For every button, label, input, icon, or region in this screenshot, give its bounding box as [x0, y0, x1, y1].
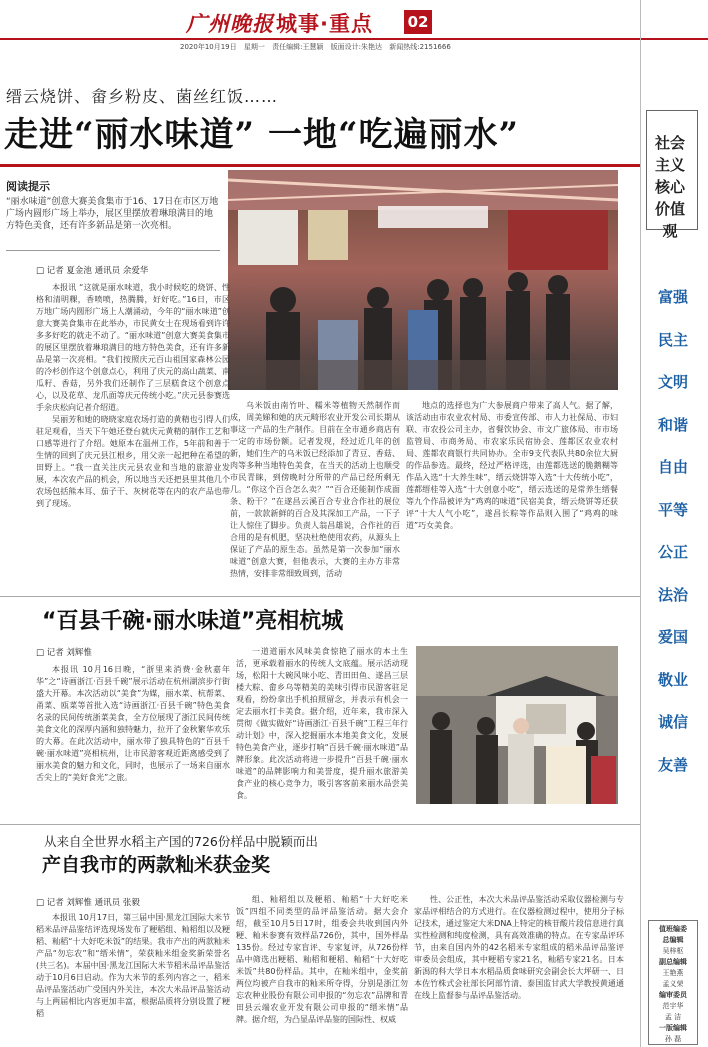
core-value-item: 爱国 [657, 628, 688, 646]
staff-box [648, 920, 698, 1045]
staff-role: 编审委员 [659, 991, 687, 999]
story1-kicker: 缙云烧饼、畲乡粉皮、菌丝红饭…… [6, 87, 279, 106]
story3-paragraph: 组、籼稻组以及粳稻、籼稻“十大好吃米饭”四组不同类型的品评品鉴活动。据大会介绍，截至10月5日17时，组委会共收到国内外粳、籼米参赛有效样品726份，其中，国外样品135份。经过专家盲评、专家复评，从726份样品中筛选出粳稻、籼稻和粳稻、籼稻“十大好吃米饭”共80份样品。其中，在籼米组中，金奖前两位均被产自我市的籼米所夺得，分别是浙江勿忘农种业股份有限公司申报的“勿忘农”品牌和青田县云端农业开发有限公司申报的“缙米情”品牌。据介绍，为凸显品评品鉴的国际性、权威 [236, 895, 408, 1024]
section-title: 城事·重点 [276, 12, 373, 36]
story1-intro: “丽水味道”创意大赛美食集市于16、17日在市区万地广场内圆形广场上举办，展区里摆放着琳琅满目的地方特色美食，还有许多新品是第一次亮相。 [6, 197, 219, 231]
core-value-item: 富强 [657, 288, 688, 306]
story2-column-1 [36, 664, 230, 820]
staff-role: 值班编委 [659, 925, 687, 933]
core-value-item: 诚信 [657, 713, 688, 731]
story1-paragraph: 本报讯 “这就是丽水味道，我小时候吃的烧饼、性格和清明粿，香喷喷，热腾腾，好好吃。”16日，市区万地广场内圆形广场上人潮涌动，今年的“丽水味道”创意大赛美食集市在此举办，市民黄女士在现场看到许许多多好吃的就走不动了。“丽水味道”创意大赛美食集市的展区里摆放着琳琅满目的地方特色美食，还有许多新品是第一次亮相。“我们按照庆元百山祖国家森林公园的冷杉创作这个创意点心，利用了庆元的高山蔬菜、南瓜籽、香菇，另外我们还制作了三层糕食这个创意点心，以及花草、龙爪面等庆元传统小吃。”庆元县参赛选手余庆松向记者介绍道。 [36, 283, 230, 412]
staff-name: 范宇华 [662, 1002, 684, 1010]
header-rule [0, 38, 708, 40]
core-value-item: 民主 [657, 330, 688, 349]
core-value-item: 公正 [657, 543, 688, 561]
story2-headline: “百县千碗·丽水味道”亮相杭城 [42, 609, 344, 634]
food-fair-photo [228, 170, 618, 390]
story2-rule [0, 596, 640, 597]
core-value-item: 和谐 [657, 415, 688, 434]
story1-byline: □ 记者 夏金池 通讯员 余爱华 [36, 266, 149, 276]
story1-rule [0, 164, 640, 167]
staff-name: 王艳燕 [662, 969, 684, 977]
story3-paragraph: 性、公正性，本次大米品评品鉴活动采取仪器检测与专家品评相结合的方式进行。在仪器检测过程中，使用分子标记技术，通过鉴定大米DNA上特定的核苷酸片段信息进行真实性检测和纯度检测，具有高效准确的特点。在专家品评环节，由来自国内外的42名稻米专家组成的稻米品评品鉴评审委员会组成，其中粳稻专家21名，籼稻专家21名。日本新潟的科大学日本水稻品质食味研究会副会长大坪研一、日本佐竹株式会社部长阿部竹清、泰国监甘武大学教授黄通通在线上监督参与品评品鉴活动。 [414, 895, 624, 1000]
core-value-item: 自由 [657, 458, 688, 476]
staff-name: 孙 磊 [664, 1035, 682, 1043]
masthead [0, 0, 708, 50]
story3-headline: 产自我市的两款籼米获金奖 [42, 854, 271, 876]
page-number-badge: 02 [404, 10, 432, 34]
hangzhou-exhibit-photo [416, 646, 618, 804]
story1-paragraph: 吴丽芳和她的晓晓家庭农场打造的黄精也引得人们驻足观看，当天下午她还登台就庆元黄精的制作工艺和口感等进行了介绍。她原本在温州工作，5年前和善于生情的回到了庆元县江根乡，用父亲一起把种在希望的田野上。“我一直关注庆元县农业和当地的旅游业发展，本次农产品的机会，所以地当天还把县里其他几个农场包括熊本耳、茄子干、灰树花等在内的农产品也带到了现场。 [36, 415, 230, 508]
story1-intro-rule [6, 250, 220, 251]
story1-column-1 [36, 282, 230, 592]
story3-paragraph: 本报讯 10月17日，第三届中国·黑龙江国际大米节稻米品评品鉴结评选现场发布了粳稻组、籼稻组以及粳稻、籼稻“十大好吃米饭”的结果。我市产出的两款籼米产品“勿忘农”和“缙米情”，荣获籼米组金奖新荣誉名(共三名)。本届中国·黑龙江国际大米节稻米品评品鉴活动于10月6日启动。作为大米节的系列内容之一，稻米品评品鉴活动广受国内外关注，本次大米品评品鉴活动与上两届相比内容更加丰富，根据品质将分别设置了粳稻 [36, 913, 230, 1018]
story1-paragraph: 地点的选择也为广大参展商户带来了高人气。据了解，该活动由市农业农村局、市委宣传部、市人力社保局、市妇联、市农投公司主办，省餐饮协会、市文广旅体局、市市场监管局、市商务局、市农家乐民宿协会、莲都区农业农村局、莲都农商银行共同协办。全市9支代表队共80余位大厨的作品参选。最终，经过严格评选，由莲都选送的脆鹅糊等作品入选“十大养生味”，缙云烧饼等入选“十大传统小吃”，莲都缙桂等入选“十大创意小吃”，缙云选送的是常养生缙餐等九个作品被评为“鸡鸡的味道”民宿美食，缙云烧饼等还获评“十大人气小吃”，遂昌长粽等作品则入围了“鸡鸡的味道”巧女美食。 [406, 401, 618, 530]
staff-role: 总编辑 [662, 936, 684, 944]
staff-role: 副总编辑 [659, 958, 687, 966]
story2-paragraph: 一道道丽水风味美食惊艳了丽水的本土生活，更承载着丽水的传统人文底蕴。展示活动现场，松阳十大碗风味小吃、青田田鱼、遂昌三层楼大粽、畲乡乌等精美的美味引得市民游客驻足观看，纷纷拿出手机拍照留念，并表示有机会一定去丽水打卡美食。据介绍，近年来，我市深入贯彻《做实做好“诗画浙江·百县千碗”工程三年行动计划》中，深入挖掘丽水本地美食文化，发展特色美食产业，逐步打响“百县千碗·丽水味道”品牌形象。此次活动将进一步提升“百县千碗·丽水味道”的品牌影响力和美誉度，提升丽水旅游美食产业的核心竞争力，吸引客客前来丽水品尝美食。 [236, 647, 408, 800]
sidebar-motto: 社会主义核心价值观 [654, 134, 685, 240]
core-value-item: 敬业 [657, 670, 688, 689]
story3-column-2 [236, 894, 408, 1044]
story2-paragraph: 本报讯 10月16日晚，“浙里来消费·金秋嘉年华”之“诗画浙江·百县千碗”展示活动在杭州湖滨步行街盛大开幕。本次活动以“美食”为媒，丽水菜、杭帮菜、甬菜、瓯菜等首批入选“诗画浙江·百县千碗”特色美食名录的民间传统浙菜美食，全方位展现了浙江民间传统美食文化的深厚内涵和独特魅力，拉开了金秋繁华欢乐的大幕。在此次活动中，丽水带了独具特色的“百县千碗·丽水味道”亮相杭州，让市民游客观近距离感受到了丽水美食的魅力和文化，同时，也展示了一场来自丽水舌尖上的“美好食光”之旅。 [36, 665, 230, 782]
story1-headline: 走进“丽水味道” 一地“吃遍丽水” [4, 115, 520, 155]
core-value-item: 友善 [657, 755, 688, 774]
story3-rule [0, 824, 640, 825]
newspaper-logo: 广州晚报 [186, 11, 274, 36]
staff-role: 一版编辑 [659, 1024, 687, 1032]
header-meta: 2020年10月19日 星期一 责任编辑:王慧颖 版面设计:朱艳达 新闻热线:2151666 [180, 43, 451, 51]
story1-column-3 [406, 400, 618, 590]
staff-name: 孟义荣 [662, 980, 684, 988]
story1-intro-label: 阅读提示 [6, 180, 50, 193]
core-value-item: 平等 [657, 500, 688, 519]
story1-column-2 [230, 400, 400, 590]
story3-column-3 [414, 894, 624, 1044]
story1-paragraph: 乌米饭由南竹叶、糯米等植物天然制作而成，周美娣和她的庆元畸形农业开发公司长期从事这一产品的生产制作。目前在全市通乡商店有一定的市场份额。记者发现，经过近几年的创新，她们生产的乌米饭已经添加了青豆、香菇、肉等多种当地特色美食，在当天的活动上也顺受市民青睐，到傍晚时分所带的产品已经所剩无几。“你这个百合怎么卖？”“百合还能制作成面条、粉干？”在遂昌云溪百合专业合作社的展位前，一款款新鲜的百合及其深加工产品，一下子让人惊住了脚步。负责人翁昌雄说，合作社的百合用的是有机肥，坚决杜绝使用农药，从源头上保证了产品的原生态。虽然是第一次参加“丽水味道”创意大赛，但他表示，大赛的主办方非常热情，安排非常细致周到，活动 [230, 401, 400, 578]
story3-column-1 [36, 912, 230, 1044]
story3-byline: □ 记者 刘辉惟 通讯员 张毅 [36, 898, 140, 908]
staff-name: 吴梓枢 [662, 947, 684, 955]
story2-column-2 [236, 646, 408, 820]
story3-kicker: 从来自全世界水稻主产国的726份样品中脱颖而出 [44, 834, 318, 849]
story2-byline: □ 记者 刘辉惟 [36, 648, 92, 658]
core-value-item: 文明 [657, 373, 688, 391]
core-value-item: 法治 [657, 585, 688, 604]
staff-name: 孟 洁 [664, 1013, 682, 1021]
